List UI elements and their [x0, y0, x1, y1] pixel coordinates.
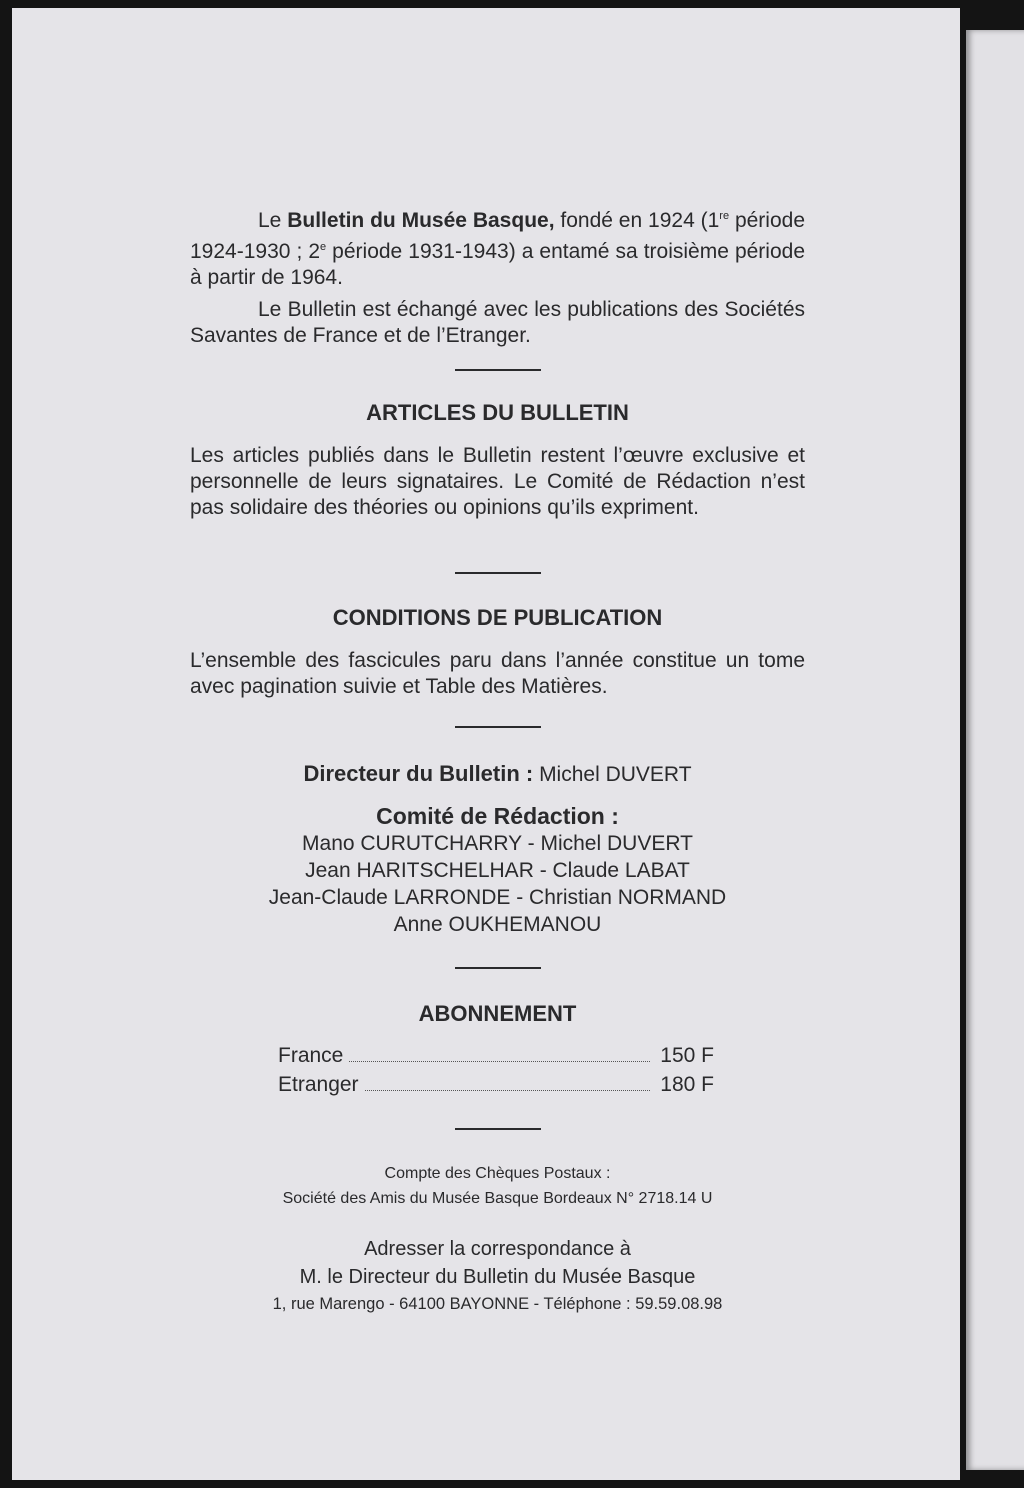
committee-member-line: Jean-Claude LARRONDE - Christian NORMAND — [268, 886, 727, 909]
articles-section — [190, 400, 805, 521]
divider — [455, 369, 541, 371]
conditions-section — [190, 605, 805, 700]
divider — [455, 1128, 541, 1130]
committee-members — [190, 830, 805, 938]
address-line: 1, rue Marengo - 64100 BAYONNE - Téléphone : 59.59.08.98 — [272, 1295, 723, 1313]
intro-section — [190, 203, 805, 349]
subscription-row-etranger: Etranger 180 F — [278, 1073, 714, 1096]
articles-heading: ARTICLES DU BULLETIN — [366, 400, 629, 425]
director-line: Directeur du Bulletin : Michel DUVERT — [303, 761, 692, 786]
dot-leader — [349, 1061, 650, 1062]
account-line: Société des Amis du Musée Basque Bordeaux N° 2718.14 U — [282, 1190, 713, 1207]
account-section — [150, 1161, 845, 1211]
account-line: Compte des Chèques Postaux : — [384, 1165, 611, 1182]
articles-text: Les articles publiés dans le Bulletin restent l’œuvre exclusive et personnelle de leurs signataires. Le Comité de Rédaction n’est pas solidaire des théories ou opinions qu’ils expriment. — [190, 444, 805, 519]
address-line: Adresser la correspondance à — [364, 1238, 631, 1260]
divider — [455, 967, 541, 969]
conditions-text: L’ensemble des fascicules paru dans l’année constitue un tome avec pagination suivie et Table des Matières. — [190, 649, 805, 698]
dot-leader — [365, 1090, 650, 1091]
subscription-heading: ABONNEMENT — [418, 1001, 577, 1026]
subscription-row-france: France 150 F — [278, 1044, 714, 1067]
divider — [455, 726, 541, 728]
committee-member-line: Anne OUKHEMANOU — [393, 913, 602, 936]
divider — [455, 572, 541, 574]
exchange-paragraph: Le Bulletin est échangé avec les publications des Sociétés Savantes de France et de l’Etranger. — [190, 298, 805, 347]
address-line: M. le Directeur du Bulletin du Musée Basque — [299, 1266, 696, 1288]
facing-page-edge — [966, 30, 1024, 1470]
committee-member-line: Mano CURUTCHARRY - Michel DUVERT — [302, 832, 693, 855]
intro-paragraph: Le Bulletin du Musée Basque, fondé en 1924 (1re période 1924-1930 ; 2e période 1931-1943) a entamé sa troisième période à partir de 1964. — [190, 209, 806, 289]
committee-heading: Comité de Rédaction : — [376, 803, 619, 829]
committee-member-line: Jean HARITSCHELHAR - Claude LABAT — [305, 859, 690, 882]
direction-section — [190, 761, 805, 938]
address-section — [150, 1235, 845, 1317]
conditions-heading: CONDITIONS DE PUBLICATION — [332, 605, 663, 630]
bulletin-title: Bulletin du Musée Basque, — [287, 209, 555, 232]
